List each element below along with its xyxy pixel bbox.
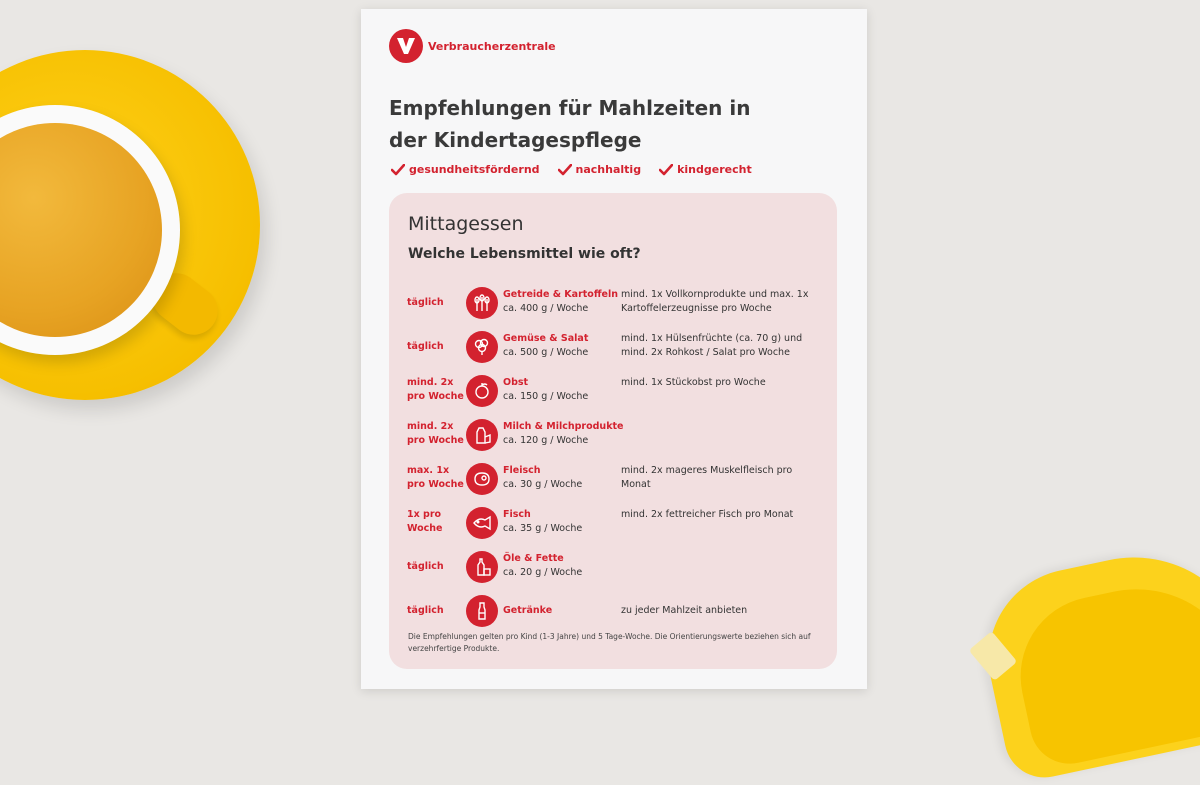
- flyer-page: [361, 9, 867, 689]
- food-row: [389, 419, 837, 455]
- food-info: [503, 332, 618, 360]
- food-amount: ca. 35 g / Woche: [503, 523, 583, 534]
- drink-icon: [466, 595, 498, 627]
- vegetable-icon: [466, 331, 498, 363]
- food-name: Gemüse & Salat: [503, 333, 589, 344]
- frequency: täglich: [407, 297, 444, 308]
- frequency: täglich: [407, 341, 444, 352]
- food-row: [389, 375, 837, 411]
- food-amount: ca. 500 g / Woche: [503, 347, 589, 358]
- frequency: max. 1x pro Woche: [407, 465, 464, 490]
- checkmark-icon: [391, 164, 405, 176]
- food-row: [389, 331, 837, 367]
- food-amount: ca. 150 g / Woche: [503, 391, 589, 402]
- food-info: [503, 604, 618, 618]
- food-info: [503, 288, 618, 316]
- meal-card: [389, 193, 837, 669]
- food-row: [389, 463, 837, 499]
- dairy-icon: [466, 419, 498, 451]
- oil-icon: [466, 551, 498, 583]
- tag: [659, 163, 752, 176]
- checkmark-icon: [659, 164, 673, 176]
- page-title: Empfehlungen für Mahlzeiten in der Kindertagespflege: [389, 96, 751, 152]
- food-amount: ca. 400 g / Woche: [503, 303, 589, 314]
- food-name: Getränke: [503, 605, 553, 616]
- verbraucherzentrale-logo-icon: [389, 29, 423, 63]
- food-info: [503, 552, 618, 580]
- grain-icon: [466, 287, 498, 319]
- tag-label: kindgerecht: [677, 163, 752, 176]
- frequency: täglich: [407, 561, 444, 572]
- fruit-icon: [466, 375, 498, 407]
- food-amount: ca. 20 g / Woche: [503, 567, 583, 578]
- fish-icon: [466, 507, 498, 539]
- tag: [558, 163, 642, 176]
- checkmark-icon: [558, 164, 572, 176]
- meat-icon: [466, 463, 498, 495]
- food-row: [389, 507, 837, 543]
- frequency: mind. 2x pro Woche: [407, 421, 464, 446]
- logo-text: Verbraucherzentrale: [428, 39, 556, 53]
- food-info: [503, 376, 618, 404]
- card-title: Mittagessen: [408, 213, 524, 235]
- food-row: [389, 551, 837, 587]
- food-amount: ca. 120 g / Woche: [503, 435, 589, 446]
- food-name: Öle & Fette: [503, 553, 564, 564]
- food-row: [389, 287, 837, 323]
- food-name: Getreide & Kartoffeln: [503, 289, 618, 300]
- food-note: mind. 1x Vollkornprodukte und max. 1x Kartoffelerzeugnisse pro Woche: [621, 289, 809, 314]
- food-name: Obst: [503, 377, 529, 388]
- frequency: täglich: [407, 605, 444, 616]
- food-note: mind. 2x mageres Muskelfleisch pro Monat: [621, 465, 793, 490]
- food-amount: ca. 30 g / Woche: [503, 479, 583, 490]
- tag-label: gesundheitsfördernd: [409, 163, 540, 176]
- food-note: mind. 1x Hülsenfrüchte (ca. 70 g) und mind. 2x Rohkost / Salat pro Woche: [621, 333, 803, 358]
- frequency: 1x pro Woche: [407, 509, 443, 534]
- food-info: [503, 508, 618, 536]
- food-name: Fisch: [503, 509, 531, 520]
- tag-list: [391, 163, 752, 176]
- food-note: mind. 1x Stückobst pro Woche: [621, 377, 766, 388]
- logo: [389, 29, 556, 63]
- footnote: Die Empfehlungen gelten pro Kind (1-3 Jahre) und 5 Tage-Woche. Die Orientierungswerte beziehen sich auf verzehrfertige Produkte.: [408, 632, 811, 653]
- food-name: Fleisch: [503, 465, 541, 476]
- food-info: [503, 420, 624, 448]
- tag-label: nachhaltig: [575, 163, 642, 176]
- frequency: mind. 2x pro Woche: [407, 377, 464, 402]
- food-note: zu jeder Mahlzeit anbieten: [621, 605, 748, 616]
- food-info: [503, 464, 618, 492]
- food-name: Milch & Milchprodukte: [503, 421, 624, 432]
- food-row: [389, 595, 837, 631]
- card-subtitle: Welche Lebensmittel wie oft?: [408, 246, 641, 262]
- food-note: mind. 2x fettreicher Fisch pro Monat: [621, 509, 794, 520]
- tag: [391, 163, 540, 176]
